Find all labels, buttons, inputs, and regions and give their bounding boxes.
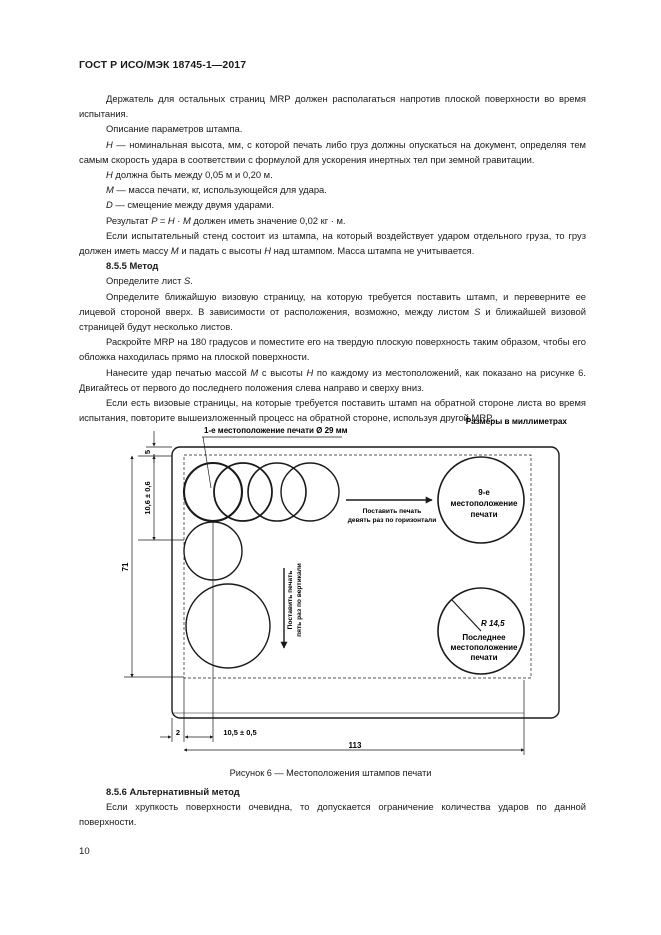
vertical-dimensions (124, 431, 184, 677)
stamp-circle-first (184, 463, 242, 521)
label-horizontal-line1: Поставить печать (362, 508, 422, 515)
text: Результат (106, 214, 152, 226)
label-horizontal-line2: девять раз по горизонтали (347, 517, 437, 524)
definition-text: — смещение между двумя ударами. (112, 199, 275, 211)
symbol: H (306, 366, 314, 378)
dim-height: 71 (121, 562, 130, 572)
stamp-circle-third (248, 463, 306, 521)
dim-offset-horizontal: 10,5 ± 0,5 (223, 728, 257, 737)
symbol: M (250, 366, 259, 378)
label-ninth-line3: печати (470, 510, 498, 519)
symbol: M (106, 184, 114, 196)
units-note: Размеры в миллиметрах (465, 417, 567, 426)
paragraph: Если есть визовые страницы, на которые требуется поставить штамп на обратной стороне листа во время испытания, повторите вышеизложенный процесс на обратной стороне, используя другой MRP. (79, 397, 586, 424)
text: и падать с высоты (178, 245, 265, 257)
dim-offset-vertical: 10,6 ± 0,6 (143, 481, 152, 515)
symbol: H (264, 245, 271, 257)
dim-top: 5 (143, 449, 152, 455)
paragraph-definition-h (79, 137, 586, 167)
text: с высоты (258, 366, 307, 378)
label-vertical-line1: Поставить печать (287, 570, 294, 630)
formula: P = H · M (151, 214, 191, 226)
paragraph-visa-page (79, 289, 586, 335)
text: по каждому из местоположений, как показано на рисунке 6. Двигайтесь от первого до последнего положения слева направо и сверху вниз. (79, 366, 586, 393)
figure-stamp-locations (112, 412, 586, 766)
document-code-header: ГОСТ Р ИСО/МЭК 18745-1—2017 (79, 59, 247, 71)
label-last-line1: Последнее (462, 633, 506, 642)
text: . (190, 275, 193, 287)
symbol: H (106, 169, 113, 181)
section-heading-855: 8.5.5 Метод (106, 260, 159, 272)
text: над штампом. Масса штампа не учитывается. (270, 245, 475, 257)
text: Если испытательный стенд состоит из штампа, на который воздействует ударом отдельного груза, то груз должен иметь массу (79, 229, 586, 257)
paragraph-result (79, 213, 586, 228)
radius-leader-line (452, 600, 481, 631)
paragraph: Описание параметров штампа. (106, 123, 243, 135)
paragraph-strike (79, 365, 586, 395)
section-text (79, 91, 586, 425)
paragraph-definition-m (79, 182, 586, 197)
dim-width: 113 (348, 741, 362, 750)
label-radius: R 14,5 (481, 619, 505, 628)
stamp-circle-lower-left (186, 584, 270, 668)
text: Определите ближайшую визовую страницу, на которую требуется поставить штамп, и переверните ее лицевой стороной вверх. В зависимости от расположения, возможно, между листом (79, 290, 586, 317)
paragraph: Раскройте MRP на 180 градусов и поместите его на твердую плоскую поверхность таким образом, чтобы его обложка находилась прямо на плоской поверхности. (79, 336, 586, 363)
section-heading-856: 8.5.6 Альтернативный метод (106, 786, 240, 797)
symbol: S (183, 275, 191, 287)
stamp-diagram (112, 412, 586, 766)
paragraph-definition-d (79, 197, 586, 212)
dim-left: 2 (175, 728, 181, 737)
paragraph: Держатель для остальных страниц MRP должен располагаться напротив плоской поверхности во время испытания. (79, 93, 586, 120)
figure-caption: Рисунок 6 — Местоположения штампов печати (229, 768, 432, 778)
definition-text: — масса печати, кг, использующейся для удара. (113, 184, 327, 196)
text: Определите лист (106, 275, 184, 287)
page-outline (172, 447, 559, 718)
paragraph-h-range (79, 167, 586, 182)
label-ninth-line1: 9-е (478, 488, 490, 497)
label-last-line2: местоположение (450, 643, 518, 652)
label-last-line3: печати (470, 653, 498, 662)
text: и ближайшей визовой страницей будут несколько листов. (79, 305, 586, 333)
paragraph-test-stand (79, 228, 586, 258)
paragraph-define-sheet (79, 273, 586, 288)
label-vertical-line2: пять раз по вертикали (296, 563, 303, 637)
section-text-alternative (79, 784, 586, 830)
label-first-location: 1-е местоположение печати Ø 29 мм (204, 426, 348, 435)
label-ninth-line2: местоположение (450, 499, 518, 508)
paragraph: Если хрупкость поверхности очевидна, то допускается ограничение количества ударов по данной поверхности. (79, 801, 586, 828)
symbol: H (106, 138, 113, 150)
symbol: M (170, 245, 179, 257)
definition-text: должна быть между 0,05 м и 0,20 м. (112, 169, 273, 181)
text: должен иметь значение 0,02 кг · м. (190, 214, 346, 226)
page-number: 10 (79, 846, 90, 857)
symbol: S (474, 305, 481, 317)
stamp-circle-fourth (281, 463, 339, 521)
definition-text: — номинальная высота, мм, с которой печать либо груз должны опускаться на документ, определяя тем самым скорость удара в соответствии с формулой для ускорения инертных тел при земной гравитации. (79, 138, 586, 165)
symbol: D (106, 199, 113, 211)
text: Нанесите удар печатью массой (106, 366, 251, 378)
